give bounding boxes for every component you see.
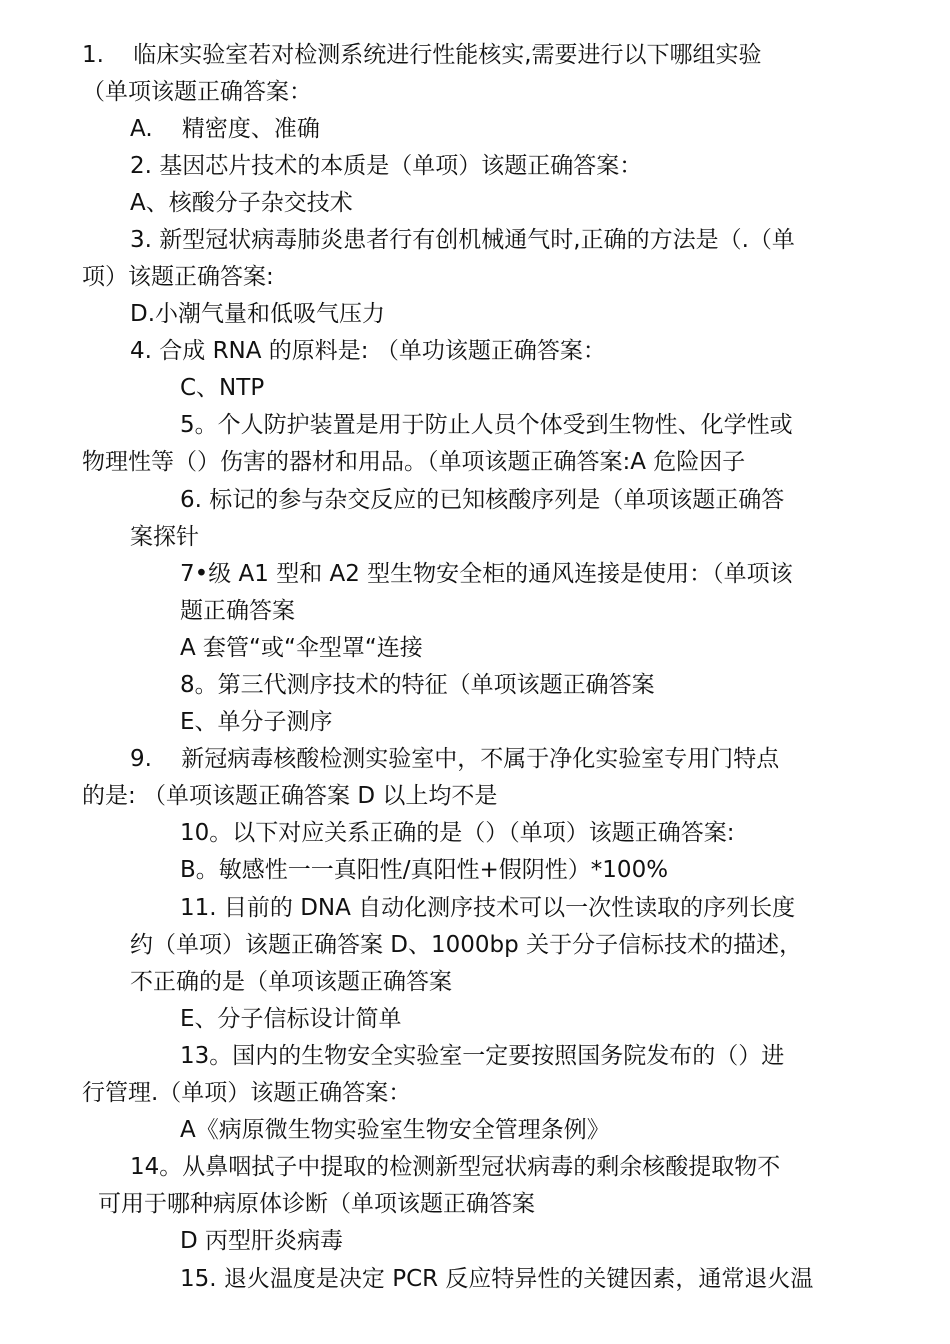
q7-line-2: 题正确答案 [180,598,295,624]
q3-answer: D.小潮气量和低吸气压力 [130,301,386,327]
q14-answer: D 丙型肝炎病毒 [180,1228,344,1254]
q2-answer: A、核酸分子杂交技术 [130,190,353,216]
q13-line-1: 13。国内的生物安全实验室一定要按照国务院发布的（）进 [180,1043,785,1069]
q11-line-1: 11. 目前的 DNA 自动化测序技术可以一次性读取的序列长度 [180,895,796,921]
q10-line-1: 10。以下对应关系正确的是（）（单项）该题正确答案: [180,820,735,846]
q3-line-2: 项）该题正确答案: [82,264,274,290]
q7-line-1: 7•级 A1 型和 A2 型生物安全柜的通风连接是使用：（单项该 [180,561,793,587]
q9-line-2: 的是: （单项该题正确答案 D 以上均不是 [82,783,498,809]
q6-line-2: 案探针 [130,524,199,550]
q9-line-1: 9. 新冠病毒核酸检测实验室中，不属于净化实验室专用门特点 [130,746,780,772]
q14-line-1: 14。从鼻咽拭子中提取的检测新型冠状病毒的剩余核酸提取物不 [130,1154,781,1180]
q6-line-1: 6. 标记的参与杂交反应的已知核酸序列是（单项该题正确答 [180,487,785,513]
q7-answer: A 套管“或“伞型罩“连接 [180,635,423,661]
q1-line-2: （单项该题正确答案： [82,79,312,105]
q13-line-2: 行管理.（单项）该题正确答案： [82,1080,412,1106]
q15-line-1: 15. 退火温度是决定 PCR 反应特异性的关键因素，通常退火温 [180,1266,814,1292]
q2-line-1: 2. 基因芯片技术的本质是（单项）该题正确答案： [130,153,643,179]
q12-line-1: 不正确的是（单项该题正确答案 [130,969,452,995]
q1-line-1: 1. 临床实验室若对检测系统进行性能核实,需要进行以下哪组实验 [82,42,762,68]
q1-answer: A. 精密度、准确 [130,116,320,142]
q12-answer: E、分子信标设计简单 [180,1006,402,1032]
q10-answer: B。敏感性一一真阳性/真阳性+假阴性）*100% [180,857,669,883]
q4-line-1: 4. 合成 RNA 的原料是: （单功该题正确答案： [130,338,606,364]
q8-answer: E、单分子测序 [180,709,333,735]
q3-line-1: 3. 新型冠状病毒肺炎患者行有创机械通气时,正确的方法是（.（单 [130,227,795,253]
q11-line-2: 约（单项）该题正确答案 D、1000bp 关于分子信标技术的描述， [130,932,803,958]
q14-line-2: 可用于哪种病原体诊断（单项该题正确答案 [98,1191,535,1217]
q5-line-1: 5。个人防护装置是用于防止人员个体受到生物性、化学性或 [180,412,793,438]
q4-answer: C、NTP [180,375,265,401]
q13-answer: A《病原微生物实验室生物安全管理条例》 [180,1117,610,1143]
q5-line-2: 物理性等（）伤害的器材和用品。（单项该题正确答案:A 危险因子 [82,449,746,475]
q8-line-1: 8。第三代测序技术的特征（单项该题正确答案 [180,672,655,698]
